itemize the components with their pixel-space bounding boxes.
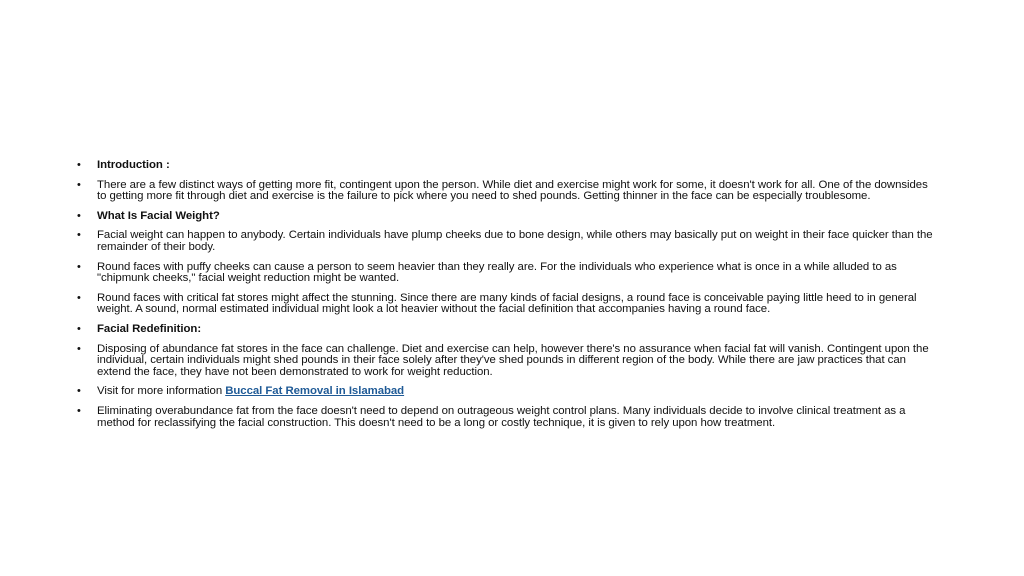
- bullet-icon: •: [77, 178, 81, 191]
- paragraph-text: There are a few distinct ways of getting more fit, contingent upon the person. While diet and exercise might work for some, it doesn't work for all. One of the downsides to getting more fit through diet and exercise is the failure to pick where you need to shed pounds. Getting thinner in the face can be especially troublesome.: [97, 178, 928, 203]
- list-item: [77, 344, 937, 379]
- bullet-icon: •: [77, 159, 81, 171]
- bullet-icon: •: [77, 385, 81, 398]
- paragraph-text: Facial weight can happen to anybody. Certain individuals have plump cheeks due to bone design, while others may basically put on weight in their face quicker than the remainder of their body.: [97, 229, 933, 253]
- bullet-icon: •: [77, 342, 81, 355]
- bullet-icon: •: [77, 404, 81, 417]
- list-item: [77, 293, 937, 316]
- paragraph-text: Disposing of abundance fat stores in the face can challenge. Diet and exercise can help, however there's no assurance when facial fat will vanish. Contingent upon the individual, certain individuals might shed pounds in their face solely after they've shed pounds in different region of the body. While there are jaw practices that can extend the face, they have not been demonstrated to work for weight reduction.: [97, 342, 929, 378]
- bullet-icon: •: [77, 260, 81, 273]
- section-heading: Facial Redefinition:: [97, 322, 202, 335]
- bullet-icon: •: [77, 209, 81, 222]
- list-item-visit-info: [77, 386, 937, 398]
- section-heading: Introduction :: [97, 159, 170, 171]
- buccal-fat-removal-link[interactable]: Buccal Fat Removal in Islamabad: [225, 385, 405, 398]
- paragraph-text: Round faces with puffy cheeks can cause a person to seem heavier than they really are. For the individuals who experience what is once in a while alluded to as "chipmunk cheeks," facial weight reduction might be wanted.: [97, 260, 897, 285]
- paragraph-text: Visit for more information: [97, 385, 226, 398]
- bullet-icon: •: [77, 322, 81, 335]
- list-item: [77, 180, 937, 203]
- bullet-icon: •: [77, 229, 81, 242]
- paragraph-text: Round faces with critical fat stores might affect the stunning. Since there are many kinds of facial designs, a round face is conceivable paying little heed to in general weight. A sound, normal estimated individual might look a lot heavier without the facial definition that accompanies having a round face.: [97, 291, 917, 316]
- list-item-introduction-heading: [77, 160, 937, 172]
- list-item-facial-weight-heading: [77, 211, 937, 223]
- list-item: [77, 262, 937, 285]
- section-heading: What Is Facial Weight?: [97, 209, 220, 222]
- paragraph-text: Eliminating overabundance fat from the face doesn't need to depend on outrageous weight control plans. Many individuals decide to involve clinical treatment as a method for reclassifying the facial construction. This doesn't need to be a long or costly technique, it is given to rely upon how treatment.: [97, 404, 906, 429]
- list-item-facial-redefinition-heading: [77, 324, 937, 336]
- list-item: [77, 230, 937, 253]
- list-item: [77, 406, 937, 429]
- bullet-icon: •: [77, 291, 81, 304]
- bullet-list: [77, 160, 937, 437]
